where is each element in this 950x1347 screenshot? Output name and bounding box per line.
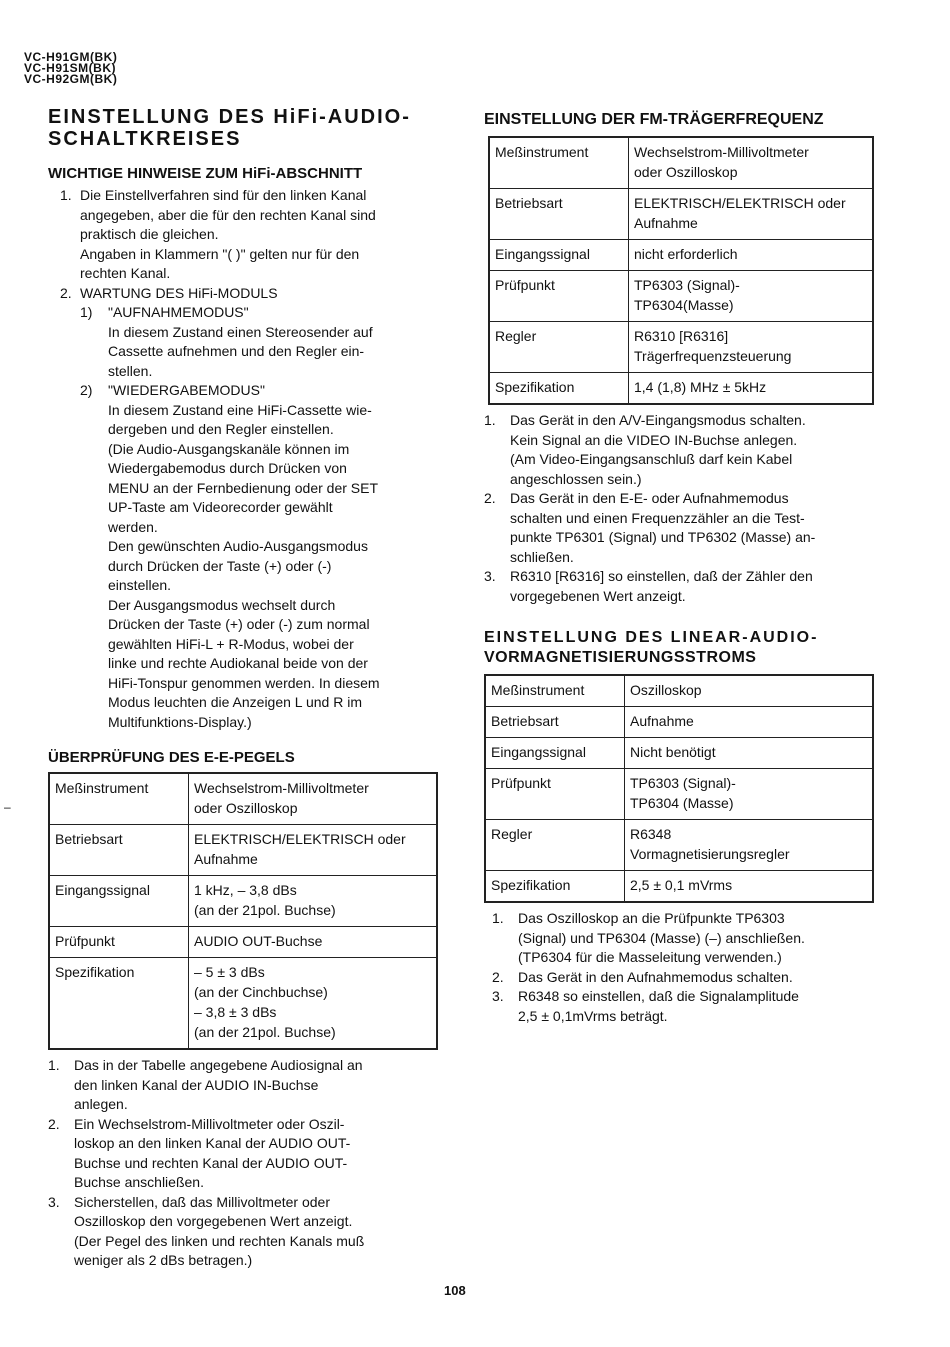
page-number: 108 [444,1283,466,1298]
spec-value [629,189,874,240]
spec-value-line: Aufnahme [634,215,698,231]
text-line: (Der Pegel des linken und rechten Kanals muß [74,1232,365,1249]
text-line: einstellen. [108,577,172,593]
title-line: SCHALTKREISES [48,128,242,150]
text-line: Sicherstellen, daß das Millivoltmeter oder [74,1193,330,1210]
table-row [485,707,873,738]
text-line: R6348 so einstellen, daß die Signalamplitude [518,988,799,1004]
text-line: UP-Taste am Videorecorder gewählt [108,499,333,515]
text-line: rechten Kanal. [80,265,171,281]
text-line: R6310 [R6316] so einstellen, daß der Zähler den [510,568,813,584]
step-item [492,987,874,1026]
spec-key: Regler [489,322,629,373]
spec-value-line: 1 kHz, – 3,8 dBs [194,882,297,898]
table-row [489,271,873,322]
heading-line: VORMAGNETISIERUNGSSTROMS [484,649,757,666]
table-row [489,189,873,240]
title-line: EINSTELLUNG DES HiFi-AUDIO- [48,106,411,128]
sub-item-text [108,381,380,732]
text-line: Das Gerät in den A/V-Eingangsmodus schalten. [510,412,806,428]
spec-value [629,271,874,322]
item-number: 1. [60,187,72,203]
text-line: Modus leuchten die Anzeigen L und R im [108,694,362,710]
model-name: VC-H91GM(BK) [24,50,118,64]
spec-key: Regler [485,820,625,871]
text-line: In diesem Zustand einen Stereosender auf [108,323,373,340]
spec-key: Prüfpunkt [485,769,625,820]
spec-value-line: Oszilloskop [630,682,702,698]
table-row [485,769,873,820]
text-line: anlegen. [74,1096,128,1112]
spec-key: Eingangssignal [485,738,625,769]
sub-item [80,303,380,381]
step-number: 3. [492,988,504,1004]
table-row [485,820,873,871]
spec-value-line: Aufnahme [194,851,258,867]
spec-value-line: oder Oszilloskop [634,164,738,180]
text-line: "AUFNAHMEMODUS" [108,304,249,320]
spec-value [189,927,438,958]
spec-value [625,820,874,871]
spec-value-line: Trägerfrequenzsteuerung [634,348,792,364]
spec-key: Prüfpunkt [489,271,629,322]
spec-value-line: R6310 [R6316] [634,328,729,344]
spec-value-line: Aufnahme [630,713,694,729]
spec-key: Meßinstrument [485,675,625,707]
spec-value-line: 1,4 (1,8) MHz ± 5kHz [634,379,767,395]
text-line: Das in der Tabelle angegebene Audiosignal an [74,1057,363,1073]
spec-key: Meßinstrument [489,137,629,189]
text-line: Cassette aufnehmen und den Regler ein- [108,343,365,359]
text-line: Buchse anschließen. [74,1174,204,1190]
step-item [484,489,874,567]
spec-value [625,707,874,738]
table-row [49,927,437,958]
model-name: VC-H91SM(BK) [24,61,117,75]
table-row [49,958,437,1050]
spec-value-line: (an der 21pol. Buchse) [194,1024,336,1040]
text-line: linke und rechte Audiokanal beide von der [108,655,368,671]
spec-value [189,773,438,825]
right-column [484,110,874,1026]
text-line: den linken Kanal der AUDIO IN-Buchse [74,1076,319,1093]
spec-value-line: (an der 21pol. Buchse) [194,902,336,918]
table-row [49,825,437,876]
step-text [510,567,813,606]
notes-list [48,186,438,732]
text-line: Ein Wechselstrom-Millivoltmeter oder Oszil- [74,1115,345,1132]
spec-key: Betriebsart [485,707,625,738]
table-row [49,876,437,927]
spec-value-line: TP6303 (Signal)- [634,277,740,293]
bias-heading [484,628,874,668]
text-line: Wiedergabemodus durch Drücken von [108,460,347,476]
spec-value [189,825,438,876]
spec-key: Eingangssignal [49,876,189,927]
step-number: 1. [48,1057,60,1073]
text-line: In diesem Zustand eine HiFi-Cassette wie- [108,401,372,418]
step-text [518,987,799,1026]
spec-value-line: (an der Cinchbuchse) [194,984,328,1000]
table-row [49,773,437,825]
step-item [492,909,874,968]
text-line: dergeben und den Regler einstellen. [108,421,334,437]
step-number: 1. [484,412,496,428]
text-line: angegeben, aber die für den rechten Kanal sind [80,206,376,223]
text-line: (Signal) und TP6304 (Masse) (–) anschließen. [518,929,805,946]
text-line: gewählten HiFi-L + R-Modus, wobei der [108,635,354,652]
spec-value [625,738,874,769]
spec-value [625,871,874,903]
spec-value-line: TP6303 (Signal)- [630,775,736,791]
step-text [74,1056,363,1115]
step-text [510,411,806,489]
text-line: praktisch die gleichen. [80,226,219,242]
step-number: 2. [492,968,504,985]
spec-value-line: R6348 [630,826,672,842]
spec-value-line: – 3,8 ± 3 dBs [194,1004,277,1020]
spec-value-line: – 5 ± 3 dBs [194,964,265,980]
text-line: vorgegebenen Wert anzeigt. [510,587,686,604]
spec-value [629,322,874,373]
spec-value [189,876,438,927]
spec-key: Spezifikation [49,958,189,1050]
step-text [510,489,815,567]
step-number: 2. [484,490,496,506]
model-name: VC-H92GM(BK) [24,72,118,86]
text-line: schließen. [510,548,574,565]
fm-spec-table [488,136,874,405]
spec-value-line: AUDIO OUT-Buchse [194,933,323,949]
text-line: angeschlossen sein.) [510,470,642,487]
spec-value-line: Vormagnetisierungsregler [630,846,790,862]
sub-item-number: 1) [80,304,93,320]
spec-key: Meßinstrument [49,773,189,825]
text-line: (Die Audio-Ausgangskanäle können im [108,440,350,457]
step-item [492,968,874,988]
spec-value [629,373,874,405]
text-line: "WIEDERGABEMODUS" [108,382,265,398]
item-text [80,186,376,284]
text-line: (Am Video-Eingangsanschluß darf kein Kabel [510,451,793,467]
text-line: MENU an der Fernbedienung oder der SET [108,479,379,496]
text-line: WARTUNG DES HiFi-MODULS [80,284,278,301]
spec-value-line: ELEKTRISCH/ELEKTRISCH oder [194,831,406,847]
table-row [489,322,873,373]
spec-key: Spezifikation [485,871,625,903]
step-text [518,968,793,988]
step-item [48,1056,438,1115]
spec-value-line: TP6304 (Masse) [630,795,734,811]
text-line: Kein Signal an die VIDEO IN-Buchse anlegen. [510,431,798,448]
list-item [60,284,438,733]
table-row [489,240,873,271]
bias-spec-table [484,674,874,903]
spec-key: Betriebsart [489,189,629,240]
text-line: durch Drücken der Taste (+) oder (-) [108,557,332,574]
ee-heading: ÜBERPRÜFUNG DES E-E-PEGELS [48,749,295,766]
bias-steps [484,909,874,1026]
spec-value-line: nicht erforderlich [634,246,738,262]
text-line: (TP6304 für die Masseleitung verwenden.) [518,949,782,965]
table-row [485,871,873,903]
text-line: HiFi-Tonspur genommen werden. In diesem [108,674,380,691]
text-line: Die Einstellverfahren sind für den linken Kanal [80,187,367,203]
spec-key: Spezifikation [489,373,629,405]
notes-heading: WICHTIGE HINWEISE ZUM HiFi-ABSCHNITT [48,165,363,182]
item-number: 2. [60,284,72,301]
spec-value-line: 2,5 ± 0,1 mVrms [630,877,733,893]
fm-steps [484,411,874,606]
step-item [48,1193,438,1271]
spec-value-line: Wechselstrom-Millivoltmeter [634,144,809,160]
text-line: loskop an den linken Kanal der AUDIO OUT- [74,1135,351,1151]
table-row [485,738,873,769]
text-line: Drücken der Taste (+) oder (-) zum normal [108,616,370,632]
text-line: Multifunktions-Display.) [108,713,252,730]
step-text [74,1115,350,1193]
spec-value [625,675,874,707]
text-line: Angaben in Klammern "( )" gelten nur für den [80,245,360,262]
list-item [60,186,438,284]
spec-value [629,137,874,189]
text-line: werden. [108,518,158,535]
step-item [48,1115,438,1193]
step-item [484,411,874,489]
table-row [489,137,873,189]
sub-item-number: 2) [80,382,93,398]
text-line: Den gewünschten Audio-Ausgangsmodus [108,538,368,554]
sub-item-text [108,303,373,381]
margin-mark: – [4,800,11,814]
text-line: Buchse und rechten Kanal der AUDIO OUT- [74,1154,348,1171]
step-number: 2. [48,1115,60,1132]
text-line: schalten und einen Frequenzzähler an die Test- [510,509,805,526]
step-item [484,567,874,606]
text-line: Das Oszilloskop an die Prüfpunkte TP6303 [518,910,785,926]
spec-key: Prüfpunkt [49,927,189,958]
step-number: 3. [484,568,496,584]
spec-value-line: ELEKTRISCH/ELEKTRISCH oder [634,195,846,211]
text-line: Das Gerät in den E-E- oder Aufnahmemodus [510,490,789,506]
fm-heading: EINSTELLUNG DER FM-TRÄGERFREQUENZ [484,111,824,128]
step-text [518,909,805,968]
sub-item [80,381,380,732]
spec-key: Eingangssignal [489,240,629,271]
text-line: stellen. [108,362,153,379]
spec-value [629,240,874,271]
spec-value-line: Wechselstrom-Millivoltmeter [194,780,369,796]
step-number: 1. [492,910,504,926]
step-number: 3. [48,1193,60,1210]
text-line: 2,5 ± 0,1mVrms beträgt. [518,1007,668,1024]
spec-value-line: oder Oszilloskop [194,800,298,816]
ee-steps [48,1056,438,1271]
model-list [24,52,117,85]
spec-value [625,769,874,820]
ee-spec-table [48,772,438,1050]
text-line: punkte TP6301 (Signal) und TP6302 (Masse) an- [510,529,816,545]
table-row [485,675,873,707]
section-title [48,106,438,150]
text-line: Der Ausgangsmodus wechselt durch [108,596,336,613]
spec-value [189,958,438,1050]
table-row [489,373,873,405]
spec-key: Betriebsart [49,825,189,876]
text-line: Oszilloskop den vorgegebenen Wert anzeigt. [74,1213,353,1229]
text-line: weniger als 2 dBs betragen.) [74,1252,253,1268]
spec-value-line: TP6304(Masse) [634,297,734,313]
text-line: Das Gerät in den Aufnahmemodus schalten. [518,968,793,985]
heading-line: EINSTELLUNG DES LINEAR-AUDIO- [484,629,819,646]
left-column [48,106,438,1271]
item-text [80,284,380,733]
step-text [74,1193,364,1271]
spec-value-line: Nicht benötigt [630,744,716,760]
